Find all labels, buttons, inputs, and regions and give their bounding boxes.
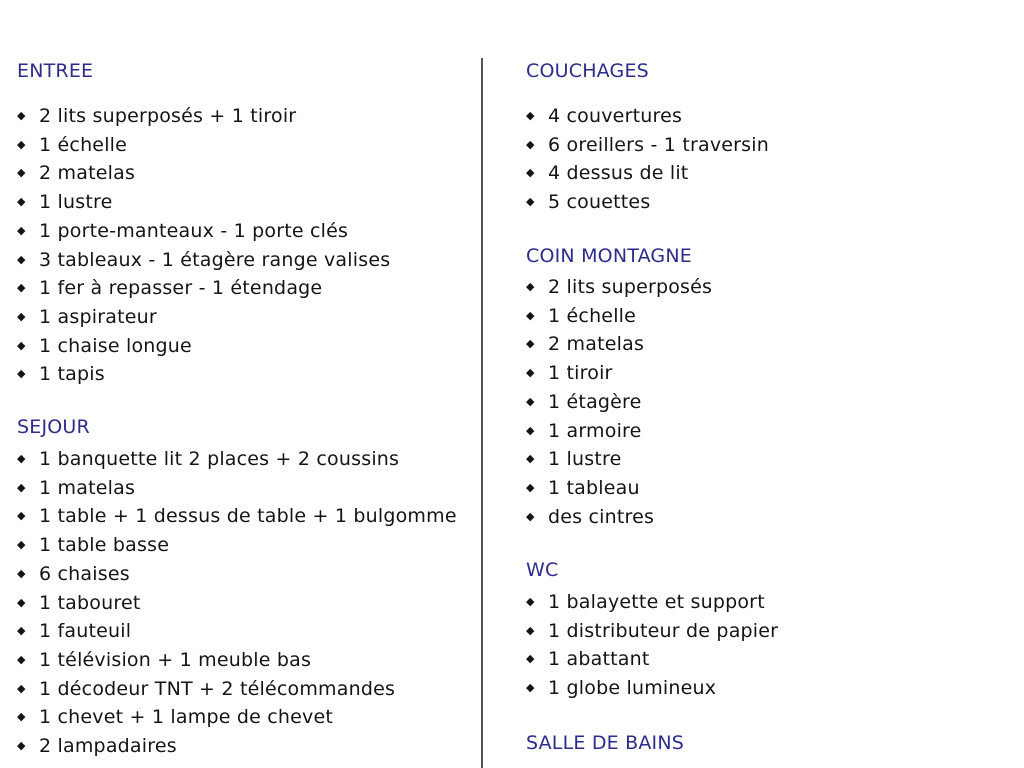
list-item: ◆ 4 dessus de lit xyxy=(526,159,688,187)
diamond-bullet-icon: ◆ xyxy=(526,109,535,122)
diamond-bullet-icon: ◆ xyxy=(526,423,535,437)
diamond-bullet-icon: ◆ xyxy=(526,623,535,637)
diamond-bullet-icon: ◆ xyxy=(17,652,26,666)
list-item: ◆ 1 distributeur de papier xyxy=(526,617,778,645)
diamond-bullet-icon: ◆ xyxy=(17,309,26,323)
list-item: ◆ 1 balayette et support xyxy=(526,588,765,616)
diamond-bullet-icon: ◆ xyxy=(526,195,535,209)
list-item: ◆ 1 échelle xyxy=(526,302,636,330)
list-item: ◆ 1 tabouret xyxy=(17,589,140,617)
list-item: ◆ 1 fer à repasser - 1 étendage xyxy=(17,274,322,302)
diamond-bullet-icon: ◆ xyxy=(17,109,26,122)
list-item: ◆ 1 chaise longue xyxy=(17,332,192,360)
diamond-bullet-icon: ◆ xyxy=(17,739,26,752)
list-item: ◆ 2 lits superposés + 1 tiroir xyxy=(17,102,296,130)
diamond-bullet-icon: ◆ xyxy=(526,337,535,351)
list-item: ◆ 2 lampadaires xyxy=(17,732,177,760)
diamond-bullet-icon: ◆ xyxy=(17,452,26,465)
diamond-bullet-icon: ◆ xyxy=(17,480,26,494)
list-item: ◆ 2 matelas xyxy=(17,159,135,187)
list-item: ◆ 1 lustre xyxy=(17,188,112,216)
list-item: ◆ 1 télévision + 1 meuble bas xyxy=(17,646,311,674)
list-item: ◆ 1 porte-manteaux - 1 porte clés xyxy=(17,217,348,245)
list-item: ◆ 1 banquette lit 2 places + 2 coussins xyxy=(17,445,399,473)
list-item: ◆ 1 abattant xyxy=(526,645,650,673)
diamond-bullet-icon: ◆ xyxy=(17,566,26,580)
list-item: ◆ 2 lits superposés xyxy=(526,273,712,301)
section-title-wc: WC xyxy=(526,559,559,581)
list-item: ◆ 6 oreillers - 1 traversin xyxy=(526,131,769,159)
diamond-bullet-icon: ◆ xyxy=(17,538,26,552)
list-item: ◆ 1 table basse xyxy=(17,531,169,559)
list-item: ◆ 1 fauteuil xyxy=(17,617,131,645)
list-item: ◆ 1 tapis xyxy=(17,360,105,388)
diamond-bullet-icon: ◆ xyxy=(526,652,535,666)
diamond-bullet-icon: ◆ xyxy=(526,308,535,322)
list-item: ◆ 1 armoire xyxy=(526,417,642,445)
list-item: ◆ 5 couettes xyxy=(526,188,650,216)
diamond-bullet-icon: ◆ xyxy=(17,281,26,295)
list-item: ◆ 1 matelas xyxy=(17,474,135,502)
list-item: ◆ 1 table + 1 dessus de table + 1 bulgomme xyxy=(17,502,457,530)
list-item: ◆ 1 étagère xyxy=(526,388,642,416)
diamond-bullet-icon: ◆ xyxy=(17,137,26,151)
section-title-coin-montagne: COIN MONTAGNE xyxy=(526,245,692,267)
diamond-bullet-icon: ◆ xyxy=(17,166,26,180)
diamond-bullet-icon: ◆ xyxy=(526,366,535,380)
list-item: ◆ 1 globe lumineux xyxy=(526,674,716,702)
diamond-bullet-icon: ◆ xyxy=(526,509,535,523)
list-item: ◆ 3 tableaux - 1 étagère range valises xyxy=(17,246,390,274)
diamond-bullet-icon: ◆ xyxy=(526,480,535,494)
diamond-bullet-icon: ◆ xyxy=(526,452,535,466)
section-title-entree: ENTREE xyxy=(17,60,94,82)
list-item: ◆ 1 lustre xyxy=(526,445,621,473)
diamond-bullet-icon: ◆ xyxy=(526,280,535,293)
list-item: ◆ 2 matelas xyxy=(526,330,644,358)
list-item: ◆ 4 couvertures xyxy=(526,102,682,130)
diamond-bullet-icon: ◆ xyxy=(17,624,26,638)
diamond-bullet-icon: ◆ xyxy=(526,166,535,180)
list-item: ◆ 1 tableau xyxy=(526,474,640,502)
list-item: ◆ 1 décodeur TNT + 2 télécommandes xyxy=(17,675,395,703)
diamond-bullet-icon: ◆ xyxy=(17,509,26,523)
list-item: ◆ 1 aspirateur xyxy=(17,303,157,331)
diamond-bullet-icon: ◆ xyxy=(17,223,26,237)
diamond-bullet-icon: ◆ xyxy=(526,681,535,695)
diamond-bullet-icon: ◆ xyxy=(17,681,26,695)
list-item: ◆ 6 chaises xyxy=(17,560,130,588)
diamond-bullet-icon: ◆ xyxy=(526,137,535,151)
list-item: ◆ des cintres xyxy=(526,503,654,531)
column-divider xyxy=(481,58,483,768)
diamond-bullet-icon: ◆ xyxy=(526,595,535,608)
section-title-salle-de-bains: SALLE DE BAINS xyxy=(526,732,685,754)
diamond-bullet-icon: ◆ xyxy=(17,710,26,724)
section-title-couchages: COUCHAGES xyxy=(526,60,649,82)
diamond-bullet-icon: ◆ xyxy=(17,595,26,609)
section-title-sejour: SEJOUR xyxy=(17,416,90,438)
diamond-bullet-icon: ◆ xyxy=(17,195,26,209)
diamond-bullet-icon: ◆ xyxy=(17,367,26,381)
diamond-bullet-icon: ◆ xyxy=(526,394,535,408)
list-item: ◆ 1 chevet + 1 lampe de chevet xyxy=(17,703,333,731)
list-item: ◆ 1 tiroir xyxy=(526,359,613,387)
list-item: ◆ 1 échelle xyxy=(17,131,127,159)
diamond-bullet-icon: ◆ xyxy=(17,338,26,352)
diamond-bullet-icon: ◆ xyxy=(17,252,26,266)
